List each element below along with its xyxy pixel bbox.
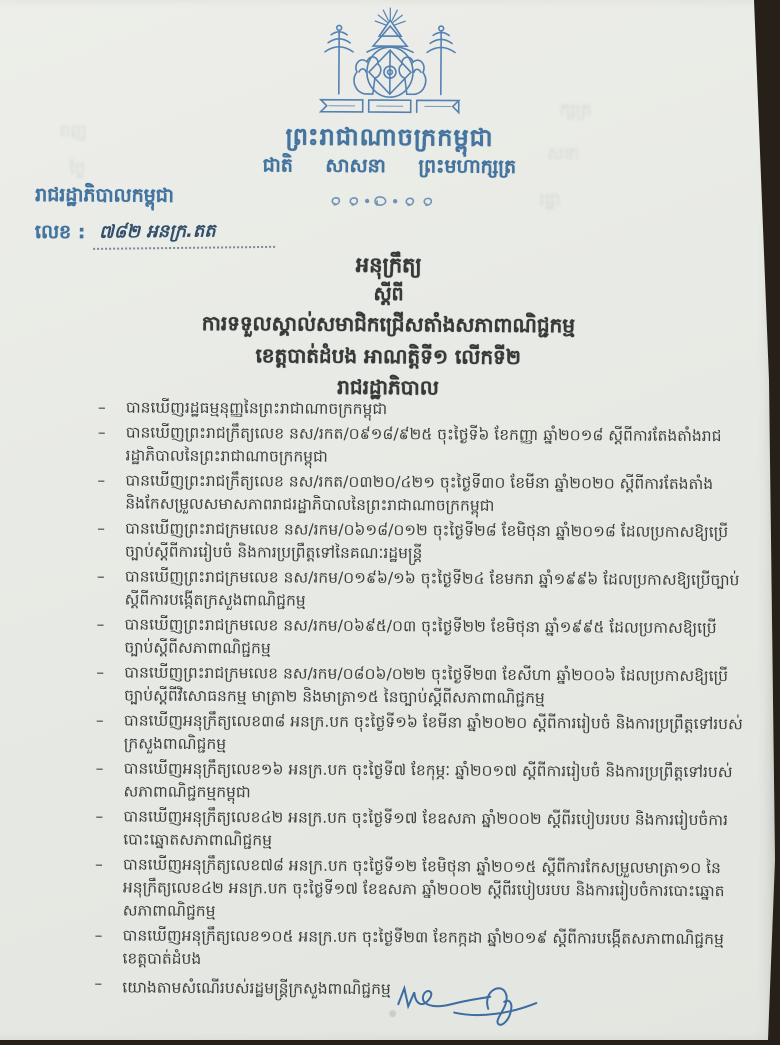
- clause-item: [97, 517, 745, 567]
- clause-item: [97, 565, 745, 615]
- clause-dash: –: [95, 853, 123, 922]
- clause-item: [94, 972, 742, 1007]
- clause-text: បានឃើញព្រះរាជក្រមលេខ នស/រកម/០៦១៨/០១២ ចុះថ្ងៃទី២៨ ខែមិថុនា ឆ្នាំ២០១៨ ដែលប្រកាសឱ្យប្រើច្បាប់ស្តីពីការរៀបចំ និងការប្រព្រឹត្តទៅនៃគណៈរដ្ឋមន្ត្រី: [125, 518, 745, 568]
- document-number-row: [35, 218, 276, 249]
- doc-subject-line2: ខេត្តបាត់ដំបង អាណត្តិទី១ លើកទី២: [0, 339, 778, 375]
- doc-authority: រាជរដ្ឋាភិបាល: [0, 370, 778, 406]
- clause-text: [122, 973, 742, 1008]
- bleedthrough-text: សនា: [547, 143, 580, 168]
- clause-dash: –: [95, 805, 123, 851]
- clause-dash: –: [97, 517, 125, 563]
- clause-text: បានឃើញព្រះរាជក្រមលេខ នស/រកម/០៨០៦/០២២ ចុះថ្ងៃទី២៣ ខែសីហា ឆ្នាំ២០០៦ ដែលប្រកាសឱ្យប្រើច្បាប់ស្តីពីវិសោធនកម្ម មាត្រា២ និងមាត្រា១៥ នៃច្បាប់ស្តីពីសភាពាណិជ្ជកម្ម: [124, 662, 744, 712]
- clause-item: [96, 709, 744, 759]
- national-motto: ជាតិ សាសនា ព្រះមហាក្សត្រ: [0, 152, 779, 185]
- clause-text: បានឃើញអនុក្រឹត្យលេខ១៦ អនក្រ.បក ចុះថ្ងៃទី៧ ខែកុម្ភៈ ឆ្នាំ២០១៧ ស្តីពីការរៀបចំ និងការប្រព្រឹត្តទៅរបស់សភាពាណិជ្ជកម្មកម្ពុជា: [123, 758, 743, 808]
- number-handwritten-value: ៧៨២ អនក្រ.តត: [93, 218, 275, 250]
- clause-dash: –: [96, 709, 124, 755]
- clause-text: បានឃើញអនុក្រឹត្យលេខ៧៨ អនក្រ.បក ចុះថ្ងៃទី១២ ខែមិថុនា ឆ្នាំ២០១៥ ស្តីពីការកែសម្រួលមាត្រា១០ នៃអនុក្រឹត្យលេខ៤២ អនក្រ.បក ចុះថ្ងៃទី១៧ ខែឧសភា ឆ្នាំ២០០២ ស្តីពីរបៀបរបប និងការរៀបចំការបោះឆ្នោតសភាពាណិជ្ជកម្ម: [123, 854, 743, 927]
- clause-dash: –: [97, 469, 125, 515]
- clause-item: [98, 421, 746, 471]
- clause-dash: –: [94, 972, 122, 1003]
- clause-text: បានឃើញព្រះរាជក្រមលេខ នស/រកម/០១៩៦/១៦ ចុះថ្ងៃទី២៤ ខែមករា ឆ្នាំ១៩៩៦ ដែលប្រកាសឱ្យប្រើច្បាប់ស្តីពីការបង្កើតក្រសួងពាណិជ្ជកម្ម: [125, 566, 745, 616]
- clause-text: បានឃើញព្រះរាជក្រឹត្យលេខ នស/រកត/០៣២០/៤២១ ចុះថ្ងៃទី៣០ ខែមីនា ឆ្នាំ២០២០ ស្តីពីការតែងតាំង និងកែសម្រួលសមាសភាពរាជរដ្ឋាភិបាលនៃព្រះរាជាណាចក្រកម្ពុជា: [125, 470, 745, 520]
- bleedthrough-text: ថ្ងៃ: [69, 158, 85, 183]
- clause-dash: –: [98, 396, 126, 419]
- royal-arms-icon: [303, 6, 478, 119]
- bleedthrough-text: ពញ: [59, 120, 86, 145]
- clause-dash: –: [94, 924, 122, 970]
- clause-text: បានឃើញអនុក្រឹត្យលេខ៤២ អនក្រ.បក ចុះថ្ងៃទី១៧ ខែឧសភា ឆ្នាំ២០០២ ស្តីពីរបៀបរបប និងការរៀបចំការបោះឆ្នោតសភាពាណិជ្ជកម្ម: [123, 806, 743, 856]
- kingdom-title: ព្រះរាជាណាចក្រកម្ពុជា: [0, 120, 780, 160]
- minister-signature-icon: [393, 974, 543, 1006]
- doc-subject-line1: ការទទួលស្គាល់សមាជិកជ្រើសតាំងសភាពាណិជ្ជកម្ម: [0, 306, 778, 344]
- clause-item: [95, 853, 743, 926]
- clause-item: [96, 661, 744, 711]
- clause-item: [94, 924, 742, 974]
- clause-dash: –: [97, 565, 125, 611]
- paper-blemish: [389, 1010, 396, 1017]
- clause-list: [94, 396, 746, 1009]
- clause-item: [95, 805, 743, 855]
- clause-dash: –: [98, 421, 126, 467]
- clause-text: បានឃើញអនុក្រឹត្យលេខ៣៨ អនក្រ.បក ចុះថ្ងៃទី១៦ ខែមីនា ឆ្នាំ២០២០ ស្តីពីការរៀបចំ និងការប្រព្រឹត្តទៅរបស់ក្រសួងពាណិជ្ជកម្ម: [124, 710, 744, 760]
- clause-item: [95, 757, 743, 807]
- ornamental-divider-icon: [329, 192, 459, 211]
- title-block: [0, 248, 779, 406]
- doc-type-title: អនុក្រឹត្យ: [0, 248, 779, 283]
- clause-dash: –: [95, 757, 123, 803]
- clause-item: [97, 469, 745, 519]
- doc-on-word: ស្តីពី: [0, 278, 779, 311]
- bleedthrough-text: ក្សត្រ: [560, 99, 592, 124]
- clause-item: [96, 613, 744, 663]
- issuer-title: រាជរដ្ឋាភិបាលកម្ពុជា: [35, 183, 174, 212]
- bleedthrough-text: រដ្ឋា: [539, 189, 561, 214]
- clause-text: បានឃើញព្រះរាជក្រឹត្យលេខ នស/រកត/០៩១៨/៩២៥ ចុះថ្ងៃទី៦ ខែកញ្ញា ឆ្នាំ២០១៨ ស្តីពីការតែងតាំងរាជរដ្ឋាភិបាលនៃព្រះរាជាណាចក្រកម្ពុជា: [126, 422, 746, 472]
- clause-item: [98, 396, 746, 423]
- clause-text: បានឃើញអនុក្រឹត្យលេខ១០៥ អនក្រ.បក ចុះថ្ងៃទី២៣ ខែកក្កដា ឆ្នាំ២០១៩ ស្តីពីការបង្កើតសភាពាណិជ្ជកម្មខេត្តបាត់ដំបង: [122, 925, 742, 975]
- clause-dash: –: [96, 661, 124, 707]
- clause-dash: –: [96, 613, 124, 659]
- clause-text: បានឃើញរដ្ឋធម្មនុញ្ញនៃព្រះរាជាណាចក្រកម្ពុជា: [126, 397, 746, 424]
- number-label: លេខ :: [35, 220, 86, 248]
- final-clause-text: យោងតាមសំណើរបស់រដ្ឋមន្ត្រីក្រសួងពាណិជ្ជកម្ម: [122, 979, 391, 999]
- clause-text: បានឃើញព្រះរាជក្រមលេខ នស/រកម/០៦៩៥/០៣ ចុះថ្ងៃទី២២ ខែមិថុនា ឆ្នាំ១៩៩៥ ដែលប្រកាសឱ្យប្រើច្បាប់ស្តីពីសភាពាណិជ្ជកម្ម: [124, 614, 744, 664]
